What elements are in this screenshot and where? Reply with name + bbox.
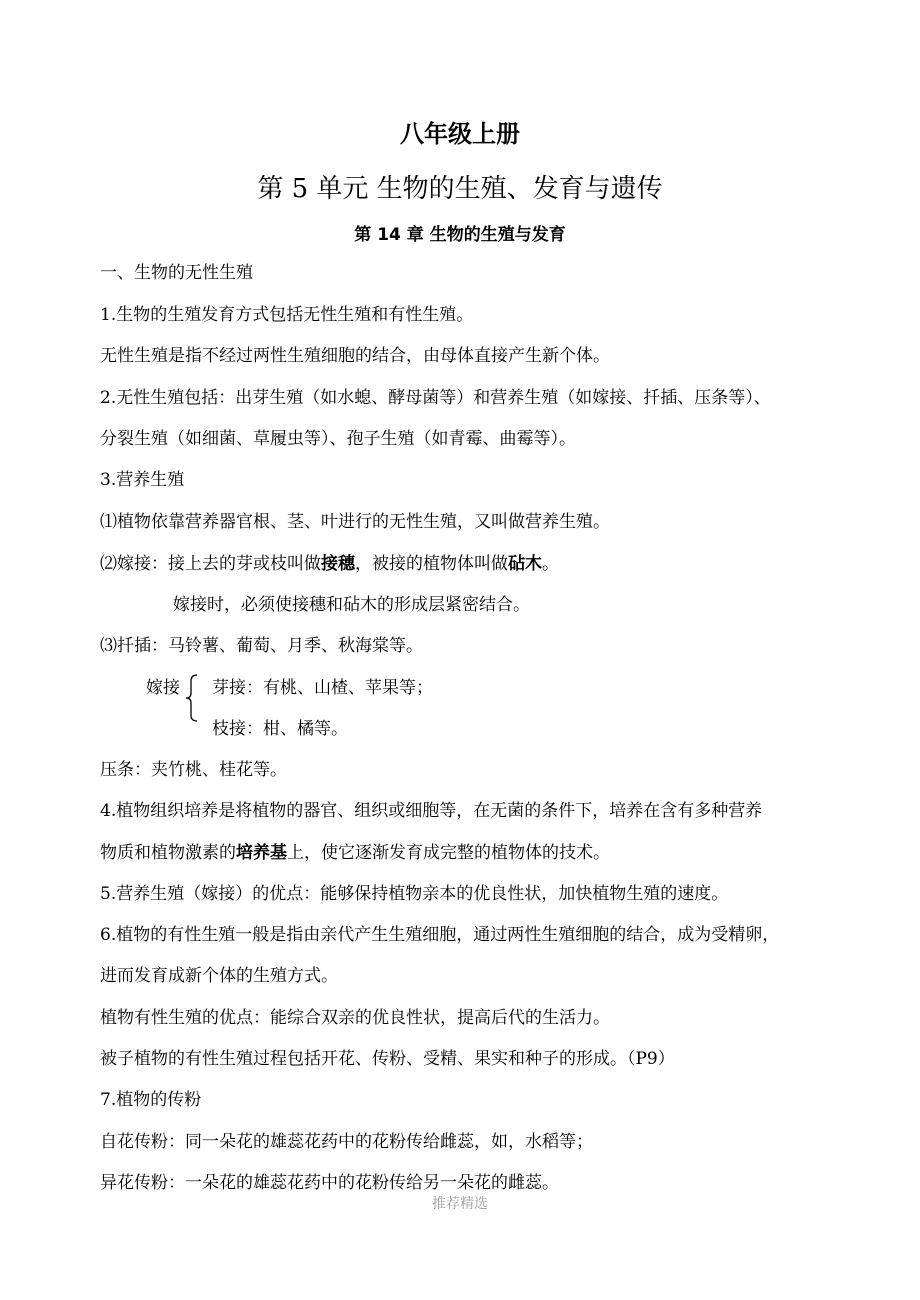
text: 上，使它逐渐发育成完整的植物体的技术。 [287, 843, 610, 863]
text: ，被接的植物体叫做 [355, 554, 508, 574]
chapter-title: 第 14 章 生物的生殖与发育 [354, 225, 566, 245]
paragraph-7: 7.植物的传粉 [100, 1090, 202, 1110]
unit-title: 第 5 单元 生物的生殖、发育与遗传 [257, 174, 663, 204]
section-heading: 一、生物的无性生殖 [100, 263, 253, 283]
paragraph-6c: 植物有性生殖的优点：能综合双亲的优良性状，提高后代的生活力。 [100, 1008, 610, 1028]
paragraph-2a: 2.无性生殖包括：出芽生殖（如水螅、酵母菌等）和营养生殖（如嫁接、扦插、压条等）、 [100, 388, 771, 408]
text: ⑵嫁接：接上去的芽或枝叫做 [100, 554, 321, 574]
paragraph-4a: 4.植物组织培养是将植物的器官、组织或细胞等，在无菌的条件下，培养在含有多种营养 [100, 801, 763, 821]
paragraph-3-2b: 嫁接时，必须使接穗和砧木的形成层紧密结合。 [173, 595, 530, 615]
paragraph-6b: 进而发育成新个体的生殖方式。 [100, 966, 338, 986]
paragraph-3: 3.营养生殖 [100, 470, 185, 490]
term-medium: 培养基 [236, 843, 287, 863]
paragraph-7b: 异花传粉：一朵花的雄蕊花药中的花粉传给另一朵花的雌蕊。 [100, 1173, 559, 1193]
graft-branch: 枝接：柑、橘等。 [212, 719, 348, 739]
paragraph-1b: 无性生殖是指不经过两性生殖细胞的结合，由母体直接产生新个体。 [100, 346, 610, 366]
paragraph-6d: 被子植物的有性生殖过程包括开花、传粉、受精、果实和种子的形成。（P9） [100, 1049, 675, 1069]
term-scion: 接穗 [321, 554, 355, 574]
paragraph-1: 1.生物的生殖发育方式包括无性生殖和有性生殖。 [100, 305, 474, 325]
layering: 压条：夹竹桃、桂花等。 [100, 760, 287, 780]
paragraph-3-1: ⑴植物依靠营养器官根、茎、叶进行的无性生殖，又叫做营养生殖。 [100, 512, 610, 532]
term-rootstock: 砧木 [508, 554, 542, 574]
paragraph-7a: 自花传粉：同一朵花的雄蕊花药中的花粉传给雌蕊，如，水稻等； [100, 1132, 593, 1152]
graft-bud: 芽接：有桃、山楂、苹果等； [212, 678, 433, 698]
brace-icon [184, 674, 198, 722]
paragraph-3-3: ⑶扦插：马铃薯、葡萄、月季、秋海棠等。 [100, 636, 423, 656]
paragraph-3-2 [100, 553, 559, 575]
text: 物质和植物激素的 [100, 843, 236, 863]
page-footer: 推荐精选 [432, 1196, 488, 1212]
paragraph-4b [100, 842, 610, 864]
text: 。 [542, 554, 559, 574]
graft-label: 嫁接 [146, 678, 180, 698]
paragraph-6a: 6.植物的有性生殖一般是指由亲代产生生殖细胞，通过两性生殖细胞的结合，成为受精卵， [100, 925, 780, 945]
paragraph-5: 5.营养生殖（嫁接）的优点：能够保持植物亲本的优良性状，加快植物生殖的速度。 [100, 884, 729, 904]
paragraph-2b: 分裂生殖（如细菌、草履虫等）、孢子生殖（如青霉、曲霉等）。 [100, 429, 576, 449]
page-title: 八年级上册 [400, 120, 520, 148]
